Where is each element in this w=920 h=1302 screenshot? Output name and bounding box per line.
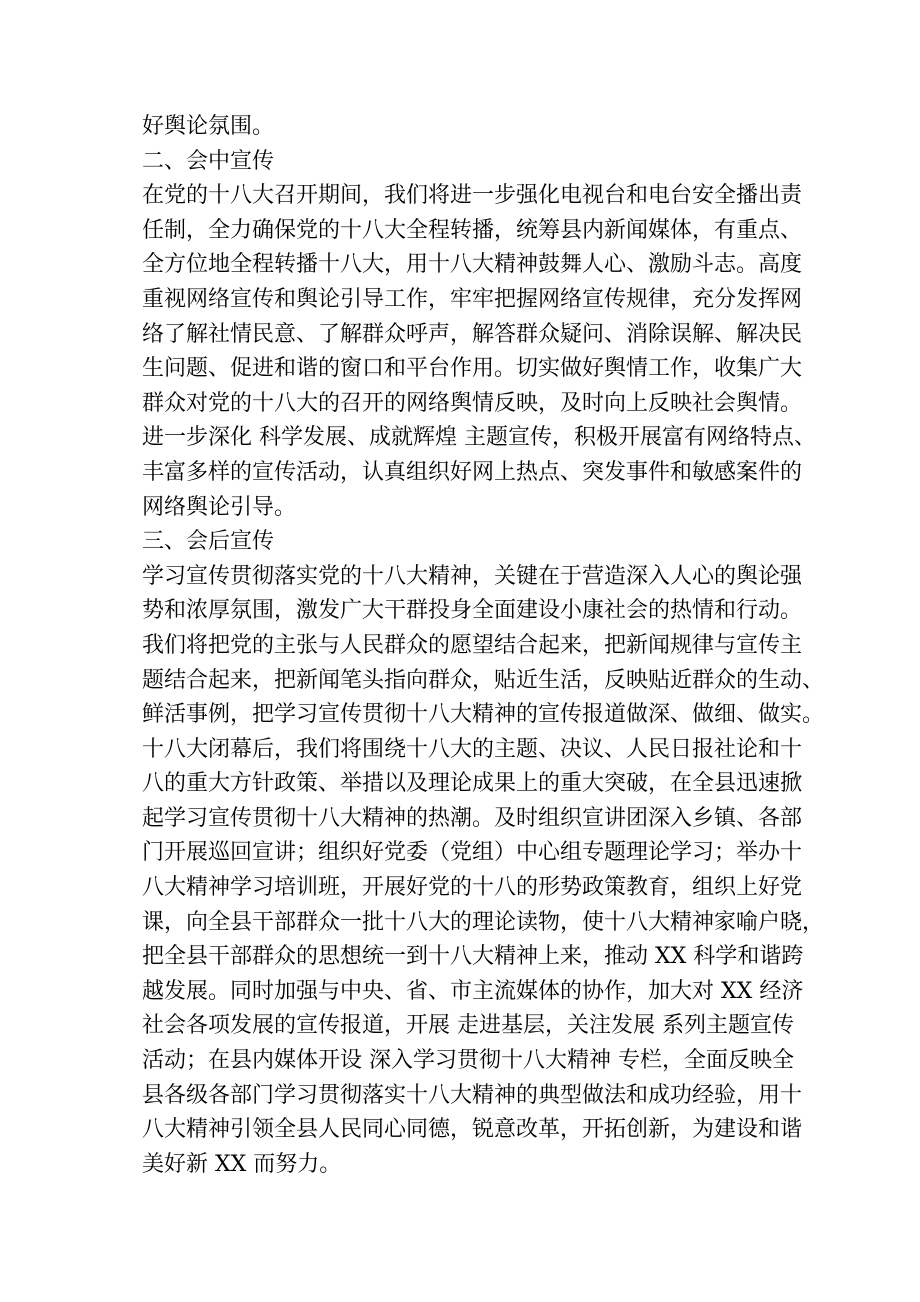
text-line: 在党的十八大召开期间，我们将进一步强化电视台和电台安全播出责 xyxy=(142,183,803,209)
text-line: 进一步深化 科学发展、成就辉煌 主题宣传，积极开展富有网络特点、 xyxy=(142,425,816,451)
text-line: 重视网络宣传和舆论引导工作，牢牢把握网络宣传规律，充分发挥网 xyxy=(142,286,803,312)
text-line: 学习宣传贯彻落实党的十八大精神，关键在于营造深入人心的舆论强 xyxy=(142,563,803,589)
text-line: 活动；在县内媒体开设 深入学习贯彻十八大精神 专栏，全面反映全 xyxy=(142,1048,794,1074)
text-line: 八大精神引领全县人民同心同德，锐意改革，开拓创新，为建设和谐 xyxy=(142,1117,803,1143)
text-line: 丰富多样的宣传活动，认真组织好网上热点、突发事件和敏感案件的 xyxy=(142,459,803,485)
text-line: 八的重大方针政策、举措以及理论成果上的重大突破，在全县迅速掀 xyxy=(142,771,803,797)
text-line: 十八大闭幕后，我们将围绕十八大的主题、决议、人民日报社论和十 xyxy=(142,736,803,762)
text-line: 越发展。同时加强与中央、省、市主流媒体的协作，加大对 XX 经济 xyxy=(142,978,804,1004)
text-line: 我们将把党的主张与人民群众的愿望结合起来，把新闻规律与宣传主 xyxy=(142,632,803,658)
text-line: 课，向全县干部群众一批十八大的理论读物，使十八大精神家喻户晓， xyxy=(142,909,825,935)
text-line: 门开展巡回宣讲；组织好党委（党组）中心组专题理论学习；举办十 xyxy=(142,840,803,866)
text-line: 题结合起来，把新闻笔头指向群众，贴近生活，反映贴近群众的生动、 xyxy=(142,667,825,693)
text-line: 全方位地全程转播十八大，用十八大精神鼓舞人心、激励斗志。高度 xyxy=(142,252,803,278)
text-line: 美好新 XX 而努力。 xyxy=(142,1151,342,1177)
text-line: 网络舆论引导。 xyxy=(142,494,297,520)
text-line: 好舆论氛围。 xyxy=(142,114,275,139)
text-line: 社会各项发展的宣传报道，开展 走进基层，关注发展 系列主题宣传 xyxy=(142,1013,794,1039)
text-line: 八大精神学习培训班，开展好党的十八的形势政策教育，组织上好党 xyxy=(142,875,803,901)
text-line: 任制，全力确保党的十八大全程转播，统筹县内新闻媒体，有重点、 xyxy=(142,217,803,243)
text-line: 县各级各部门学习贯彻落实十八大精神的典型做法和成功经验，用十 xyxy=(142,1082,803,1108)
text-line: 把全县干部群众的思想统一到十八大精神上来，推动 XX 科学和谐跨 xyxy=(142,944,804,970)
section-heading: 二、会中宣传 xyxy=(142,148,275,174)
text-line: 络了解社情民意、了解群众呼声，解答群众疑问、消除误解、解决民 xyxy=(142,321,803,347)
text-line: 群众对党的十八大的召开的网络舆情反映，及时向上反映社会舆情。 xyxy=(142,390,803,416)
text-line: 鲜活事例，把学习宣传贯彻十八大精神的宣传报道做深、做细、做实。 xyxy=(142,702,825,728)
text-line: 起学习宣传贯彻十八大精神的热潮。及时组织宣讲团深入乡镇、各部 xyxy=(142,805,803,831)
text-line: 生问题、促进和谐的窗口和平台作用。切实做好舆情工作，收集广大 xyxy=(142,356,803,382)
text-line: 势和浓厚氛围，激发广大干群投身全面建设小康社会的热情和行动。 xyxy=(142,598,803,624)
section-heading: 三、会后宣传 xyxy=(142,529,275,555)
document-body xyxy=(142,110,825,1182)
